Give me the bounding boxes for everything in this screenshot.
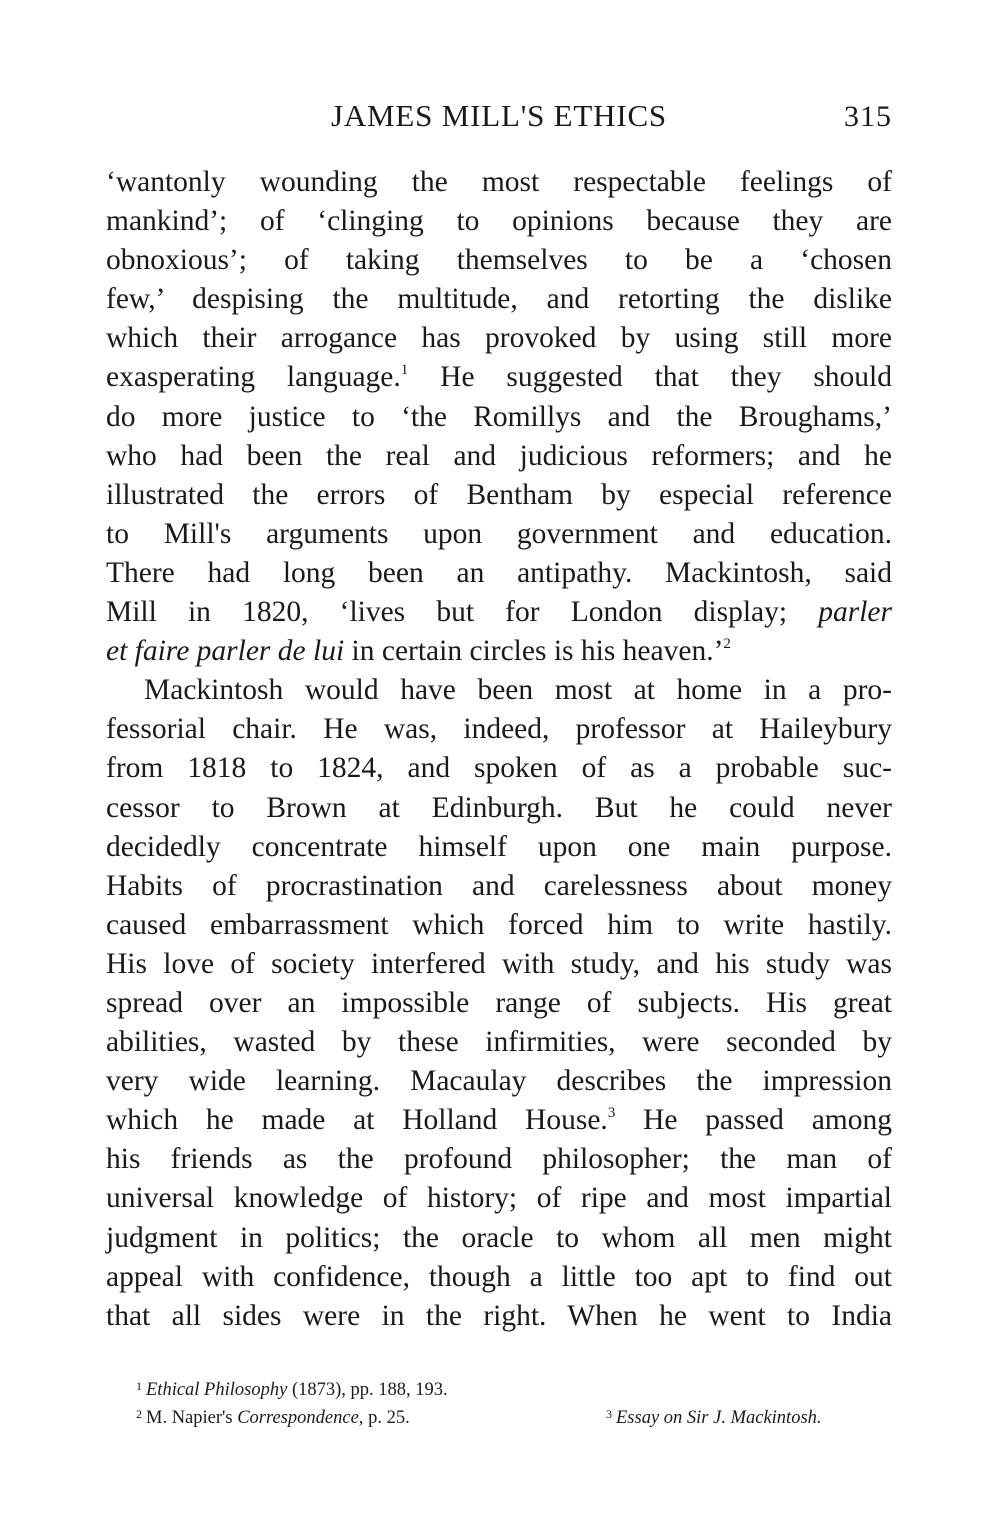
- footnote-number: 1: [136, 1379, 142, 1393]
- text-line: very wide learning. Macaulay describes the impression: [106, 1065, 892, 1098]
- text-segment: which he made at Holland House.: [106, 1104, 608, 1137]
- footnotes: [106, 1372, 892, 1428]
- text-line: few,’ despising the multitude, and retorting the dislike: [106, 283, 892, 316]
- text-line: fessorial chair. He was, indeed, professor at Haileybury: [106, 713, 892, 746]
- footnote-number: 2: [136, 1407, 142, 1421]
- text-line: Mackintosh would have been most at home in a pro-: [144, 674, 892, 707]
- text-segment: exasperating language.: [106, 361, 401, 394]
- running-head: [106, 98, 892, 138]
- text-line: which their arrogance has provoked by using still more: [106, 322, 892, 355]
- footnote-row-2: [106, 1400, 892, 1428]
- text-line: who had been the real and judicious reformers; and he: [106, 439, 892, 472]
- text-line: [106, 593, 892, 632]
- text-line: cessor to Brown at Edinburgh. But he could never: [106, 791, 892, 824]
- text-line: mankind’; of ‘clinging to opinions because they are: [106, 205, 892, 238]
- text-line: to Mill's arguments upon government and education.: [106, 517, 892, 550]
- text-line: There had long been an antipathy. Mackintosh, said: [106, 556, 892, 589]
- text-line: universal knowledge of history; of ripe and most impartial: [106, 1182, 892, 1215]
- footnote-text: M. Napier's: [146, 1408, 238, 1428]
- text-segment: Mill in 1820, ‘lives but for London display;: [106, 596, 819, 629]
- text-line: [106, 632, 892, 671]
- footnote-3: [606, 1400, 822, 1432]
- text-line: obnoxious’; of taking themselves to be a ‘chosen: [106, 244, 892, 277]
- text-line: his friends as the profound philosopher; the man of: [106, 1143, 892, 1176]
- italic-text: parler: [818, 596, 892, 629]
- footnote-1: [106, 1372, 892, 1400]
- footnote-text: p. 25.: [363, 1408, 410, 1428]
- text-line: appeal with confidence, though a little too apt to find out: [106, 1260, 892, 1293]
- footnote-2: [136, 1408, 410, 1428]
- text-line: do more justice to ‘the Romillys and the Broughams,’: [106, 400, 892, 433]
- text-segment: in certain circles is his heaven.’: [344, 635, 724, 668]
- footnote-ref: 1: [400, 362, 409, 379]
- footnote-title: Ethical Philosophy: [146, 1380, 288, 1400]
- footnote-ref: 2: [723, 636, 731, 653]
- text-line: spread over an impossible range of subjects. His great: [106, 986, 892, 1019]
- footnote-number: 3: [606, 1407, 612, 1421]
- body-text: [106, 163, 892, 1336]
- text-line: judgment in politics; the oracle to whom all men might: [106, 1221, 892, 1254]
- text-line: caused embarrassment which forced him to write hastily.: [106, 908, 892, 941]
- footnote-text: (1873), pp. 188, 193.: [287, 1380, 448, 1400]
- footnote-title: Essay on Sir J. Mackintosh.: [616, 1408, 822, 1428]
- text-line: ‘wantonly wounding the most respectable feelings of: [106, 166, 892, 198]
- text-line: decidedly concentrate himself upon one main purpose.: [106, 830, 892, 863]
- italic-text: et faire parler de lui: [106, 635, 345, 668]
- text-segment: He passed among: [615, 1104, 892, 1137]
- text-line: [106, 358, 892, 397]
- text-line: [106, 1101, 892, 1140]
- footnote-ref: 3: [607, 1105, 616, 1122]
- text-line: Habits of procrastination and carelessness about money: [106, 869, 892, 902]
- footnote-title: Correspondence,: [237, 1408, 364, 1428]
- running-head-title: JAMES MILL'S ETHICS: [331, 98, 667, 133]
- text-segment: He suggested that they should: [408, 361, 892, 394]
- text-line: from 1818 to 1824, and spoken of as a probable suc-: [106, 752, 892, 785]
- page-number: 315: [844, 100, 892, 133]
- text-line: that all sides were in the right. When he went to India: [106, 1299, 892, 1332]
- text-line: His love of society interfered with study, and his study was: [106, 947, 892, 980]
- text-line: abilities, wasted by these infirmities, were seconded by: [106, 1026, 892, 1059]
- text-line: illustrated the errors of Bentham by especial reference: [106, 478, 892, 511]
